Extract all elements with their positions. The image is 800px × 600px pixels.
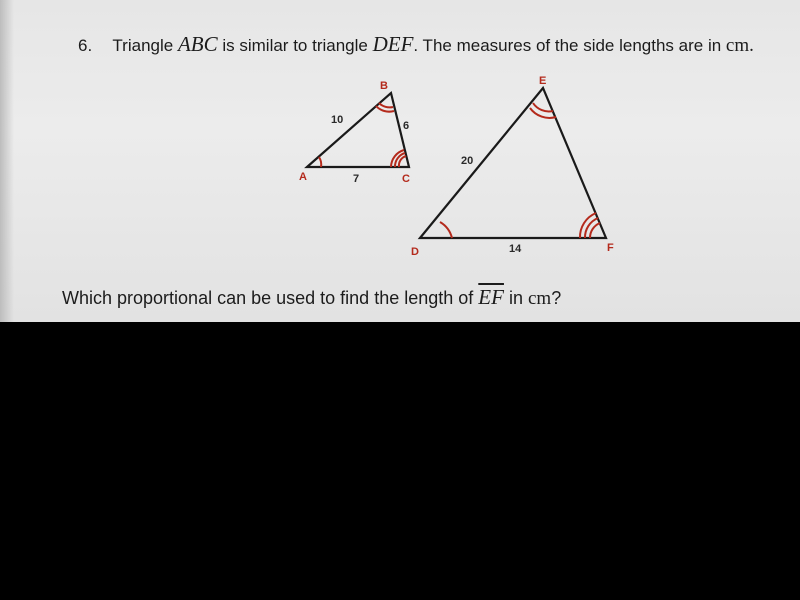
triangle-def [411,75,614,258]
vertex-b-label: B [380,80,388,92]
triangle-abc-name: ABC [177,32,218,56]
side-ab-label: 10 [331,114,344,126]
angle-f-mark-2 [585,218,598,238]
segment-ef: $\overline{EF}$ [478,285,504,309]
vertex-f-label: F [607,242,614,254]
angle-a-mark [319,157,321,167]
unit-cm: cm. [725,35,754,56]
prompt-text-1: Which proportional can be used to find the length of [62,288,474,308]
question-text-1: Triangle [112,36,174,55]
prompt-unit: cm [528,288,552,309]
triangle-abc-outline [307,93,409,167]
vertex-e-label: E [539,75,547,87]
angle-f-mark-3 [590,223,600,238]
vertex-a-label: A [299,171,307,183]
prompt-text-2: in [508,288,523,308]
vertex-d-label: D [411,246,419,258]
angle-d-mark [440,222,452,238]
vertex-c-label: C [402,173,410,185]
triangle-def-outline [420,88,606,238]
proportion-prompt [62,285,561,310]
triangle-abc [299,80,410,185]
side-bc-label: 6 [403,120,410,132]
side-ac-label: 7 [353,173,360,185]
prompt-end: ? [551,288,562,308]
angle-c-mark-3 [399,156,406,167]
question-text-2: is similar to triangle [222,36,368,55]
question-text-3: . The measures of the side lengths are in [413,36,722,55]
question-number: 6. [78,36,93,55]
angle-b-mark-2 [379,103,393,107]
side-de-label: 20 [461,155,474,167]
triangle-def-name: DEF [372,32,414,56]
side-df-label: 14 [509,243,522,255]
blank-black-region [0,322,800,600]
